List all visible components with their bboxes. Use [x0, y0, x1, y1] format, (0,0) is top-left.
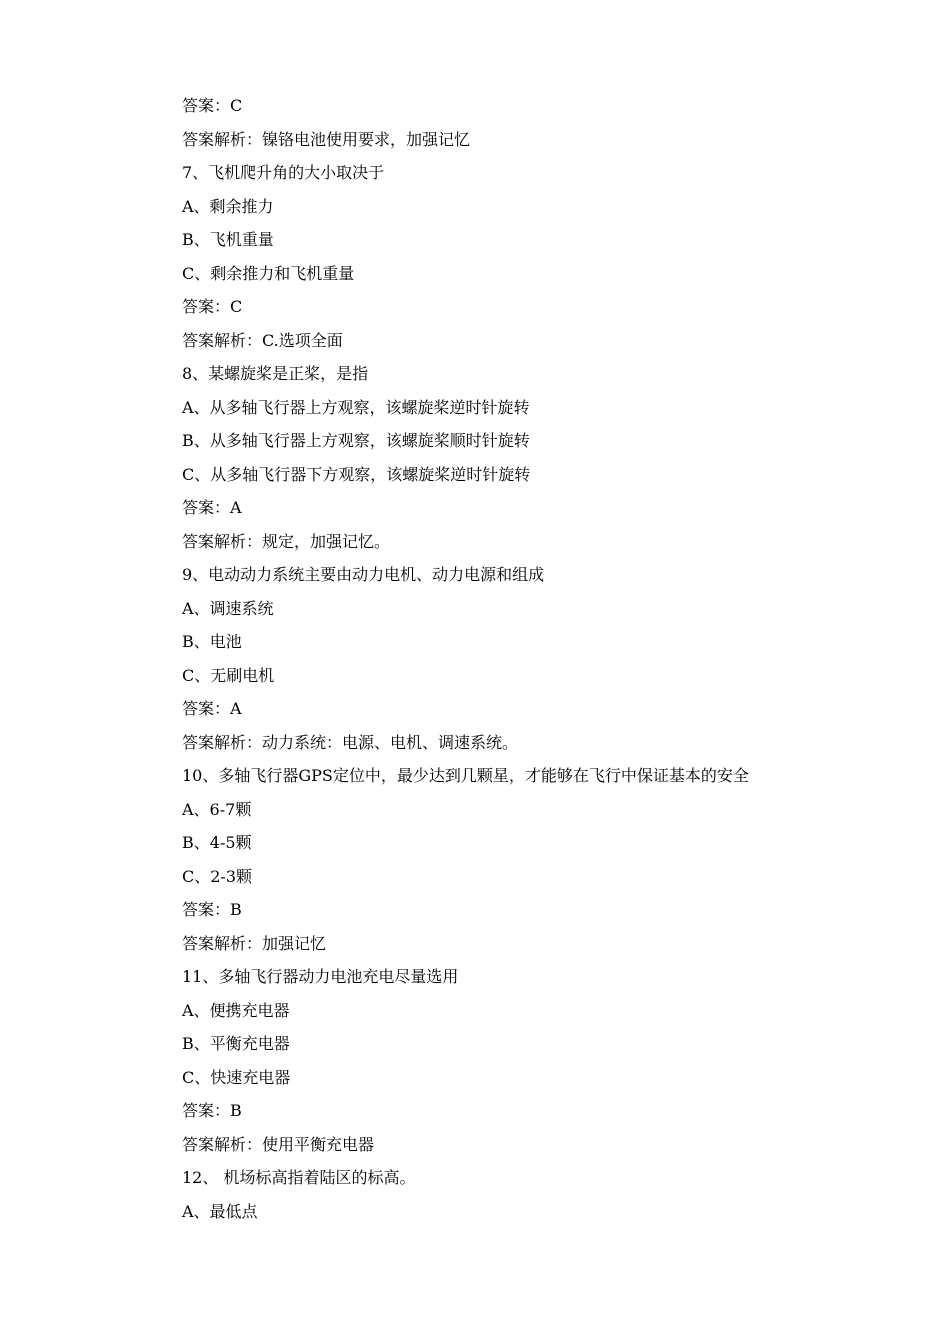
option-line: A、最低点 [182, 1201, 258, 1221]
question-line: 11、多轴飞行器动力电池充电尽量选用 [182, 967, 459, 986]
explanation-line: 答案解析：镍铬电池使用要求，加强记忆 [182, 129, 471, 149]
explanation-line: 答案解析：C.选项全面 [182, 330, 343, 350]
explanation-line: 答案解析：加强记忆 [182, 933, 327, 953]
question-line: 7、飞机爬升角的大小取决于 [182, 163, 385, 182]
option-line: A、6-7颗 [182, 799, 252, 819]
option-line: B、4-5颗 [182, 833, 252, 852]
document-page [182, 89, 882, 1228]
option-line: C、无刷电机 [182, 665, 275, 685]
option-line: B、平衡充电器 [182, 1034, 290, 1053]
option-line: C、剩余推力和飞机重量 [182, 263, 355, 283]
option-line: A、调速系统 [182, 598, 274, 618]
answer-line: 答案：A [182, 699, 242, 718]
option-line: A、便携充电器 [182, 1000, 290, 1020]
option-line: A、剩余推力 [182, 196, 274, 216]
question-line: 8、某螺旋桨是正桨，是指 [182, 364, 369, 383]
explanation-line: 答案解析：使用平衡充电器 [182, 1134, 375, 1154]
option-line: B、从多轴飞行器上方观察，该螺旋桨顺时针旋转 [182, 431, 530, 450]
option-line: A、从多轴飞行器上方观察，该螺旋桨逆时针旋转 [182, 397, 530, 417]
question-line: 12、 机场标高指着陆区的标高。 [182, 1168, 416, 1187]
answer-line: 答案：B [182, 900, 242, 919]
question-line: 10、多轴飞行器GPS定位中，最少达到几颗星，才能够在飞行中保证基本的安全 [182, 766, 749, 785]
option-line: B、电池 [182, 632, 242, 651]
question-line: 9、电动动力系统主要由动力电机、动力电源和组成 [182, 565, 545, 584]
option-line: B、飞机重量 [182, 230, 274, 249]
option-line: C、快速充电器 [182, 1067, 291, 1087]
answer-line: 答案：C [182, 297, 243, 316]
option-line: C、2-3颗 [182, 866, 253, 886]
explanation-line: 答案解析：规定，加强记忆。 [182, 531, 391, 551]
explanation-line: 答案解析：动力系统：电源、电机、调速系统。 [182, 732, 519, 752]
answer-line: 答案：C [182, 96, 243, 115]
answer-line: 答案：B [182, 1101, 242, 1120]
option-line: C、从多轴飞行器下方观察，该螺旋桨逆时针旋转 [182, 464, 531, 484]
answer-line: 答案：A [182, 498, 242, 517]
